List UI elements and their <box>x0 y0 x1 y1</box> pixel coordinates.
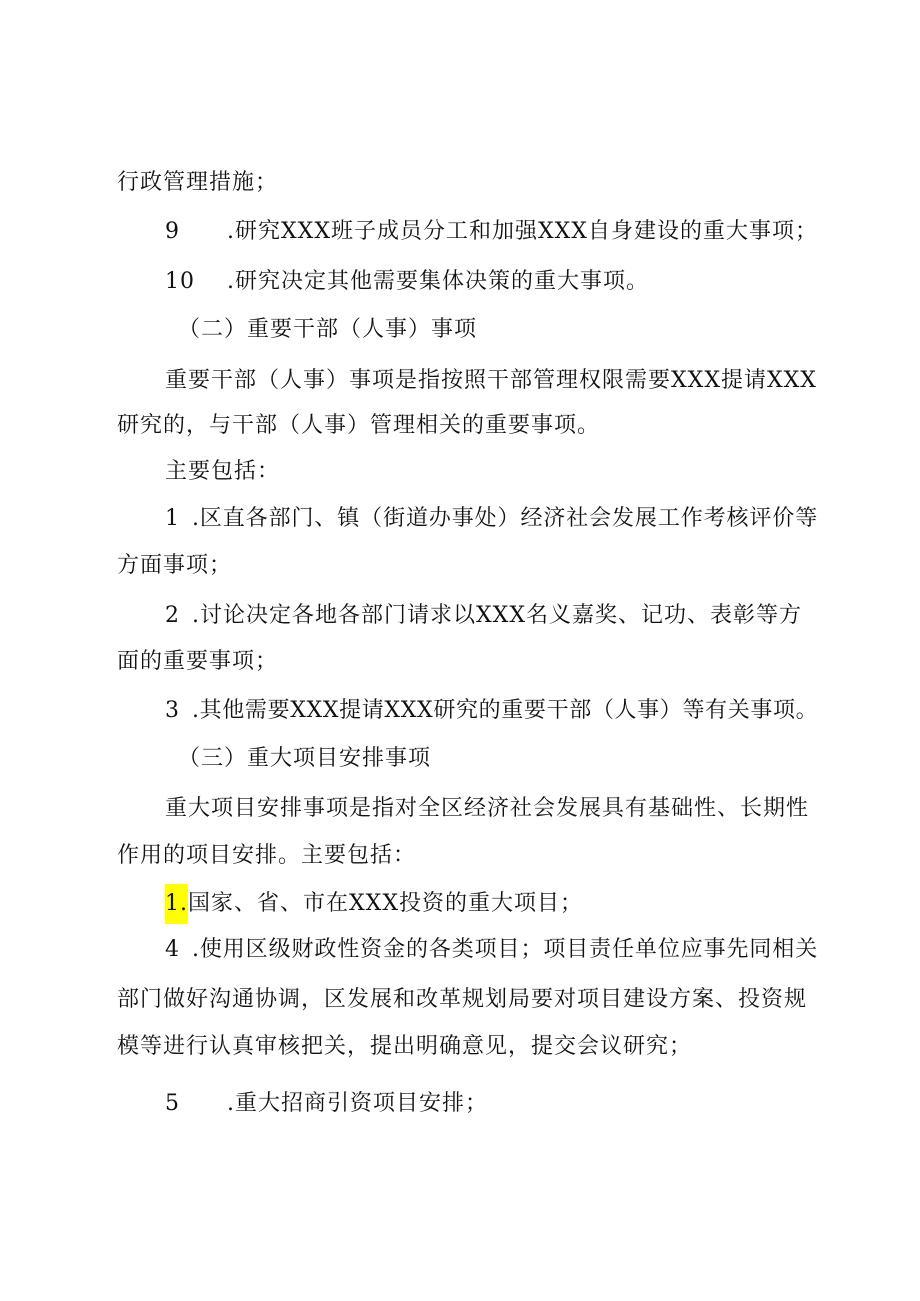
heading-text: （二）重要干部（人事）事项 <box>178 317 478 342</box>
item-text: .使用区级财政性资金的各类项目；项目责任单位应事先同相关 <box>192 937 819 962</box>
item-text: .研究决定其他需要集体决策的重大事项。 <box>227 269 649 294</box>
line-text: 部门做好沟通协调，区发展和改革规划局要对项目建设方案、投资规 <box>117 987 808 1012</box>
line-text: 重要干部（人事）事项是指按照干部管理权限需要XXX提请XXX <box>165 368 817 393</box>
line-text: 面的重要事项； <box>117 649 279 674</box>
item-number: 2 <box>165 603 180 628</box>
line-text: 重大项目安排事项是指对全区经济社会发展具有基础性、长期性 <box>165 796 810 821</box>
item-number: 9 <box>165 219 180 244</box>
list-item <box>165 884 583 924</box>
line-text: 主要包括： <box>165 459 281 484</box>
item-number: 3 <box>165 698 180 723</box>
text-line <box>165 789 809 829</box>
text-line <box>165 361 817 401</box>
list-item <box>165 212 818 252</box>
text-line <box>117 642 278 682</box>
text-line <box>117 836 416 876</box>
heading-text: （三）重大项目安排事项 <box>178 746 432 771</box>
item-number: 4 <box>165 937 180 962</box>
list-item <box>165 691 818 731</box>
list-item <box>165 930 818 970</box>
text-line <box>117 163 278 203</box>
section-heading <box>178 739 431 779</box>
list-item <box>165 596 802 636</box>
item-number: 10 <box>165 269 195 294</box>
item-number: 1 <box>165 506 180 531</box>
item-text: .其他需要XXX提请XXX研究的重要干部（人事）等有关事项。 <box>192 698 819 723</box>
item-text: .重大招商引资项目安排； <box>227 1091 488 1116</box>
section-heading <box>178 310 477 350</box>
text-line <box>117 546 232 586</box>
list-item <box>165 1084 488 1124</box>
list-item <box>165 262 649 302</box>
text-line <box>117 1027 692 1067</box>
text-line <box>165 452 280 492</box>
item-text: .研究XXX班子成员分工和加强XXX自身建设的重大事项； <box>227 219 818 244</box>
line-text: 行政管理措施； <box>117 170 279 195</box>
item-text: 国家、省、市在XXX投资的重大项目； <box>188 891 583 916</box>
line-text: 研究的，与干部（人事）管理相关的重要事项。 <box>117 413 601 438</box>
highlighted-item-number: 1. <box>165 884 188 924</box>
item-number: 5 <box>165 1091 180 1116</box>
line-text: 模等进行认真审核把关，提出明确意见，提交会议研究； <box>117 1034 693 1059</box>
text-line <box>117 406 600 446</box>
line-text: 作用的项目安排。主要包括： <box>117 843 417 868</box>
item-text: .讨论决定各地各部门请求以XXX名义嘉奖、记功、表彰等方 <box>192 603 802 628</box>
list-item <box>165 499 818 539</box>
line-text: 方面事项； <box>117 553 233 578</box>
item-text: .区直各部门、镇（街道办事处）经济社会发展工作考核评价等 <box>192 506 819 531</box>
text-line <box>117 980 807 1020</box>
